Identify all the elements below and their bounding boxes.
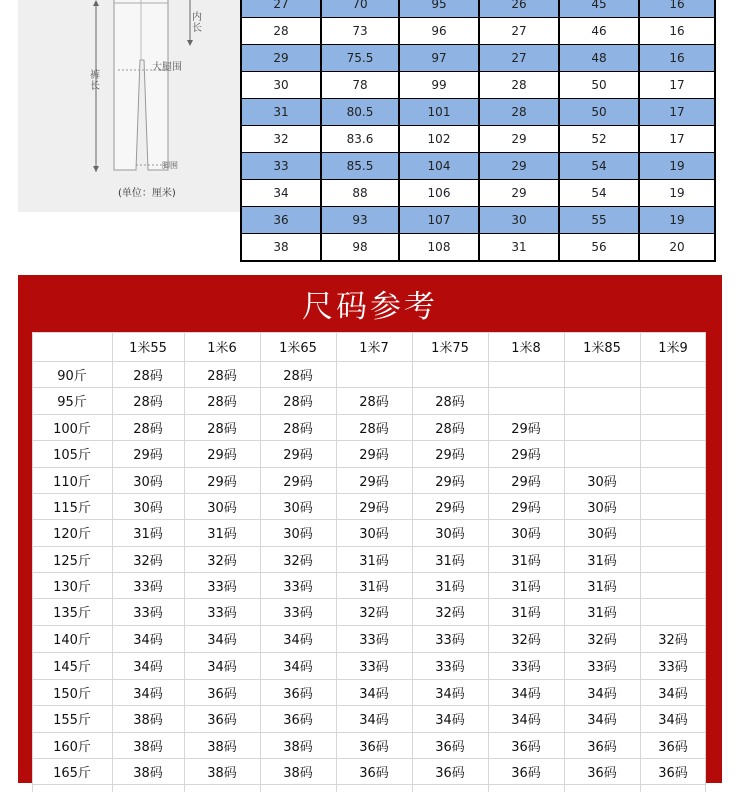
size-table-cell: 31 (480, 234, 558, 260)
size-reference-cell: 30码 (587, 500, 617, 516)
size-reference-cell: 31码 (435, 553, 465, 569)
size-reference-cell: 33码 (207, 606, 237, 621)
size-reference-cell: 31码 (359, 579, 389, 595)
inseam-label: 内长 (192, 12, 202, 34)
size-table-cell: 97 (400, 45, 478, 71)
size-reference-cell: 29码 (133, 448, 163, 463)
size-reference-panel (18, 275, 722, 783)
size-reference-cell: 38码 (133, 713, 163, 728)
size-reference-cell (640, 493, 706, 519)
size-table-row (240, 153, 716, 179)
size-reference-cell (640, 467, 706, 493)
size-reference-cell: 36码 (207, 713, 237, 728)
height-header-cell: 1米55 (129, 341, 167, 356)
size-reference-cell: 31码 (207, 527, 237, 542)
size-reference-cell: 31码 (587, 579, 617, 595)
size-table-row (240, 207, 716, 233)
size-reference-cell: 36码 (283, 713, 313, 728)
size-table-cell: 88 (322, 180, 398, 206)
size-table-cell: 83.6 (322, 126, 398, 152)
size-table-cell: 38 (242, 234, 320, 260)
weight-row-label: 135斤 (53, 606, 91, 621)
thigh-label: 大腿围 (152, 62, 182, 73)
size-reference-cell: 34码 (359, 686, 389, 702)
size-reference-cell (564, 440, 640, 467)
size-reference-cell: 29码 (435, 448, 465, 463)
grid-line (32, 784, 706, 785)
size-table-cell: 19 (640, 180, 714, 206)
size-table-cell: 48 (560, 45, 638, 71)
size-table-cell: 101 (400, 99, 478, 125)
size-table-cell: 19 (640, 153, 714, 179)
pants-diagram (18, 0, 242, 212)
size-table-cell: 106 (400, 180, 478, 206)
size-table-cell: 107 (400, 207, 478, 233)
size-reference-cell: 28码 (359, 421, 389, 437)
size-reference-cell (640, 519, 706, 546)
size-reference-cell (640, 598, 706, 625)
size-reference-cell: 34码 (207, 633, 237, 648)
size-reference-cell: 29码 (207, 474, 237, 490)
size-table-cell: 85.5 (322, 153, 398, 179)
size-table-row (240, 0, 716, 17)
size-reference-cell: 32码 (658, 633, 688, 648)
size-reference-cell: 36码 (658, 739, 688, 755)
size-reference-cell: 28码 (133, 421, 163, 437)
size-table-cell: 28 (480, 72, 558, 98)
size-table-cell: 108 (400, 234, 478, 260)
size-table-cell: 31 (242, 99, 320, 125)
size-reference-cell (564, 414, 640, 440)
size-reference-cell: 28码 (207, 368, 237, 384)
size-reference-cell: 28码 (435, 395, 465, 410)
weight-row-label: 150斤 (53, 686, 91, 702)
size-reference-cell: 31码 (435, 579, 465, 595)
weight-row-label: 145斤 (53, 660, 91, 675)
size-table-row (240, 99, 716, 125)
size-table-cell: 33 (242, 153, 320, 179)
weight-row-label: 140斤 (53, 633, 91, 648)
size-reference-cell: 31码 (511, 579, 541, 595)
hem-label: 脚围 (162, 161, 178, 170)
size-reference-cell: 36码 (658, 765, 688, 781)
size-reference-cell: 32码 (435, 606, 465, 621)
size-reference-cell: 38码 (283, 739, 313, 755)
size-measurement-table (240, 0, 716, 262)
size-reference-cell (640, 387, 706, 414)
size-reference-cell: 29码 (207, 448, 237, 463)
size-table-cell: 26 (480, 0, 558, 17)
size-reference-cell: 28码 (207, 421, 237, 437)
size-table-cell: 54 (560, 153, 638, 179)
size-reference-cell: 33码 (658, 660, 688, 675)
size-table-cell: 52 (560, 126, 638, 152)
size-reference-cell: 34码 (511, 686, 541, 702)
size-reference-cell: 32码 (283, 553, 313, 569)
size-table-row (240, 18, 716, 44)
size-table-cell: 95 (400, 0, 478, 17)
size-reference-cell: 28码 (133, 395, 163, 410)
size-reference-cell: 38码 (133, 739, 163, 755)
size-table-cell: 50 (560, 99, 638, 125)
size-reference-cell: 32码 (511, 633, 541, 648)
size-table-row (240, 72, 716, 98)
size-reference-cell: 30码 (283, 527, 313, 542)
height-header-cell: 1米8 (511, 341, 541, 356)
height-header-cell: 1米85 (583, 341, 621, 356)
size-table-cell: 28 (242, 18, 320, 44)
size-reference-cell: 33码 (283, 606, 313, 621)
size-reference-cell: 34码 (133, 660, 163, 675)
size-reference-cell (488, 387, 564, 414)
size-table-cell: 80.5 (322, 99, 398, 125)
size-table-row (240, 234, 716, 260)
size-reference-cell: 30码 (587, 474, 617, 490)
size-table-cell: 16 (640, 18, 714, 44)
size-reference-cell: 34码 (658, 713, 688, 728)
size-reference-cell: 34码 (587, 713, 617, 728)
size-reference-cell: 31码 (511, 553, 541, 569)
size-table-cell: 30 (480, 207, 558, 233)
size-table-row (240, 126, 716, 152)
unit-note: (单位：厘米) (118, 188, 176, 199)
height-header-cell: 1米7 (359, 341, 389, 356)
size-reference-cell: 28码 (283, 395, 313, 410)
weight-row-label: 130斤 (53, 579, 91, 595)
size-reference-cell: 38码 (283, 765, 313, 781)
size-reference-cell: 33码 (207, 579, 237, 595)
size-reference-cell: 30码 (283, 500, 313, 516)
size-table-cell: 56 (560, 234, 638, 260)
size-reference-cell: 28码 (133, 368, 163, 384)
weight-row-label: 115斤 (53, 500, 91, 516)
size-reference-cell: 30码 (207, 500, 237, 516)
size-table-cell: 17 (640, 72, 714, 98)
size-reference-cell: 33码 (283, 579, 313, 595)
height-header-cell: 1米9 (658, 341, 688, 356)
size-reference-cell: 31码 (587, 553, 617, 569)
size-table-cell: 34 (242, 180, 320, 206)
size-table-cell: 27 (480, 18, 558, 44)
size-reference-cell (640, 572, 706, 598)
size-reference-cell (564, 387, 640, 414)
size-table-cell: 99 (400, 72, 478, 98)
size-table-cell: 104 (400, 153, 478, 179)
size-reference-cell: 34码 (435, 713, 465, 728)
size-reference-cell: 29码 (359, 448, 389, 463)
size-reference-cell: 34码 (133, 686, 163, 702)
size-reference-cell: 36码 (283, 686, 313, 702)
size-reference-cell (640, 361, 706, 387)
size-table-cell: 98 (322, 234, 398, 260)
size-table-cell: 45 (560, 0, 638, 17)
size-reference-cell: 30码 (435, 527, 465, 542)
size-reference-cell: 28码 (283, 368, 313, 384)
size-reference-cell: 36码 (207, 686, 237, 702)
size-reference-cell: 31码 (359, 553, 389, 569)
size-reference-cell (640, 440, 706, 467)
size-reference-cell (564, 361, 640, 387)
size-reference-cell: 29码 (435, 474, 465, 490)
size-reference-cell: 28码 (207, 395, 237, 410)
size-reference-cell: 32码 (359, 606, 389, 621)
size-table-cell: 16 (640, 45, 714, 71)
weight-row-label: 105斤 (53, 448, 91, 463)
size-table-cell: 102 (400, 126, 478, 152)
size-reference-cell (412, 361, 488, 387)
size-table-cell: 16 (640, 0, 714, 17)
size-table-cell: 50 (560, 72, 638, 98)
size-reference-cell: 36码 (587, 739, 617, 755)
size-table-cell: 27 (242, 0, 320, 17)
size-reference-cell: 34码 (435, 686, 465, 702)
size-table-cell: 73 (322, 18, 398, 44)
size-table-cell: 54 (560, 180, 638, 206)
size-reference-cell: 29码 (511, 421, 541, 437)
size-table-cell: 70 (322, 0, 398, 17)
size-reference-cell: 34码 (283, 633, 313, 648)
size-reference-cell: 31码 (587, 606, 617, 621)
size-reference-cell: 29码 (283, 448, 313, 463)
height-header-cell: 1米75 (431, 341, 469, 356)
size-table-cell: 17 (640, 126, 714, 152)
weight-row-label: 155斤 (53, 713, 91, 728)
size-reference-cell: 28码 (435, 421, 465, 437)
size-table-cell: 46 (560, 18, 638, 44)
size-reference-cell: 34码 (587, 686, 617, 702)
size-reference-cell: 36码 (435, 765, 465, 781)
size-reference-cell: 34码 (133, 633, 163, 648)
size-reference-cell: 30码 (587, 527, 617, 542)
size-reference-cell: 33码 (587, 660, 617, 675)
size-reference-cell: 28码 (359, 395, 389, 410)
size-reference-cell: 38码 (133, 765, 163, 781)
size-reference-cell: 32码 (133, 553, 163, 569)
size-table-cell: 55 (560, 207, 638, 233)
size-reference-cell: 29码 (435, 500, 465, 516)
height-header-cell: 1米65 (279, 341, 317, 356)
size-table-cell: 78 (322, 72, 398, 98)
size-reference-cell: 29码 (511, 448, 541, 463)
size-reference-cell: 36码 (359, 739, 389, 755)
size-reference-cell: 33码 (133, 579, 163, 595)
size-table-cell: 27 (480, 45, 558, 71)
size-table-cell: 29 (242, 45, 320, 71)
size-table-row (240, 45, 716, 71)
weight-row-label: 160斤 (53, 739, 91, 755)
size-reference-cell: 33码 (133, 606, 163, 621)
pants-outline-icon (18, 0, 242, 212)
weight-row-label: 125斤 (53, 553, 91, 569)
size-reference-cell: 30码 (133, 474, 163, 490)
size-reference-cell: 32码 (207, 553, 237, 569)
length-label: 裤长 (90, 70, 100, 92)
size-reference-cell: 34码 (283, 660, 313, 675)
size-reference-cell: 36码 (359, 765, 389, 781)
size-reference-cell: 33码 (435, 633, 465, 648)
size-table-cell: 28 (480, 99, 558, 125)
size-reference-cell: 30码 (133, 500, 163, 516)
size-reference-cell: 29码 (359, 500, 389, 516)
size-reference-cell: 34码 (359, 713, 389, 728)
size-reference-cell (336, 361, 412, 387)
size-table-cell: 29 (480, 126, 558, 152)
size-reference-cell: 34码 (658, 686, 688, 702)
size-table-row (240, 180, 716, 206)
size-reference-cell: 32码 (587, 633, 617, 648)
size-table-cell: 36 (242, 207, 320, 233)
size-reference-cell: 29码 (359, 474, 389, 490)
size-reference-cell: 29码 (511, 500, 541, 516)
size-table-cell: 29 (480, 180, 558, 206)
height-header-cell: 1米6 (207, 341, 237, 356)
size-table-cell: 20 (640, 234, 714, 260)
reference-title: 尺码参考 (302, 289, 438, 325)
size-reference-cell: 29码 (283, 474, 313, 490)
size-reference-cell: 31码 (133, 527, 163, 542)
size-reference-cell: 29码 (511, 474, 541, 490)
size-table-cell: 29 (480, 153, 558, 179)
weight-row-label: 100斤 (53, 421, 91, 437)
size-reference-cell: 30码 (511, 527, 541, 542)
weight-row-label: 95斤 (57, 395, 87, 410)
size-reference-cell (640, 414, 706, 440)
size-reference-cell: 36码 (435, 739, 465, 755)
size-reference-cell: 34码 (207, 660, 237, 675)
size-table-cell: 93 (322, 207, 398, 233)
size-table-cell: 75.5 (322, 45, 398, 71)
size-reference-grid (32, 332, 706, 792)
size-reference-cell (640, 546, 706, 572)
weight-row-label: 90斤 (57, 368, 87, 384)
size-reference-cell: 31码 (511, 606, 541, 621)
size-table-cell: 19 (640, 207, 714, 233)
size-reference-cell: 38码 (207, 765, 237, 781)
size-reference-cell (488, 361, 564, 387)
size-reference-cell: 38码 (207, 739, 237, 755)
size-reference-cell: 36码 (511, 765, 541, 781)
size-reference-cell: 28码 (283, 421, 313, 437)
weight-row-label: 120斤 (53, 527, 91, 542)
weight-row-label: 165斤 (53, 765, 91, 781)
size-reference-cell: 36码 (511, 739, 541, 755)
size-reference-cell: 33码 (359, 660, 389, 675)
size-reference-cell: 30码 (359, 527, 389, 542)
size-table-cell: 32 (242, 126, 320, 152)
size-table-cell: 96 (400, 18, 478, 44)
size-reference-cell: 33码 (435, 660, 465, 675)
size-reference-cell: 33码 (511, 660, 541, 675)
size-table-cell: 30 (242, 72, 320, 98)
size-reference-cell: 34码 (511, 713, 541, 728)
weight-row-label: 110斤 (53, 474, 91, 490)
size-table-cell: 17 (640, 99, 714, 125)
size-reference-cell: 33码 (359, 633, 389, 648)
size-reference-cell: 36码 (587, 765, 617, 781)
